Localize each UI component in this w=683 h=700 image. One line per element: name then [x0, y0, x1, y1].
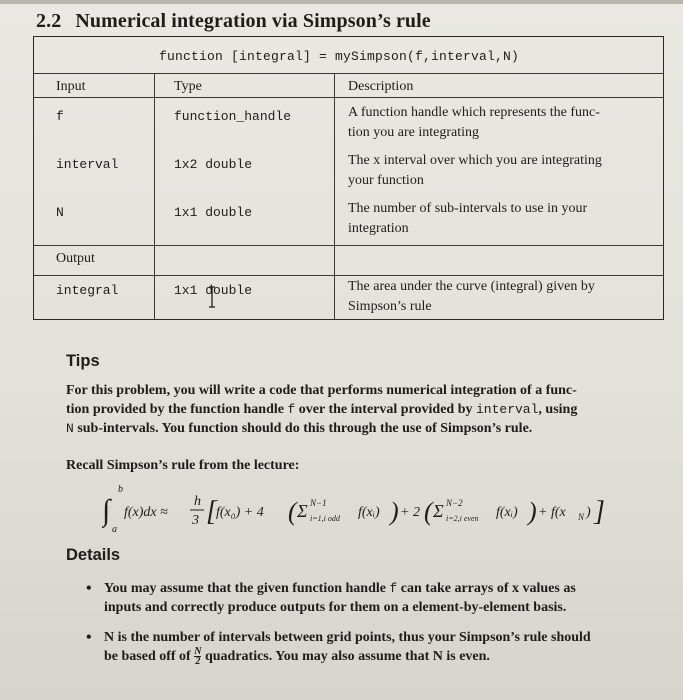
lower-limit: a: [112, 524, 117, 535]
bracket-open: [: [206, 496, 217, 527]
paragraph-line: For this problem, you will write a code that performs numerical integration of a func-: [66, 383, 577, 398]
description-line: Simpson’s rule: [348, 299, 432, 314]
section-title: Numerical integration via Simpson’s rule: [75, 10, 431, 32]
plus-two: + 2: [400, 505, 420, 520]
bullet-line: N is the number of intervals between grid points, thus your Simpson’s rule should: [104, 630, 591, 645]
header-output: Output: [56, 251, 95, 266]
table-column-divider: [154, 74, 155, 319]
bullet-line: [104, 647, 644, 666]
sum-lower: i=1,i odd: [310, 514, 340, 523]
fraction-numerator: N: [194, 646, 202, 658]
text-run: sub-intervals. You function should do this through the use of Simpson’s rule.: [73, 421, 533, 436]
tips-paragraph: [66, 381, 641, 438]
output-name: integral: [56, 283, 119, 298]
description-line: tion you are integrating: [348, 125, 480, 140]
page-edge-shadow: [0, 0, 683, 4]
bullet-line: [104, 579, 644, 598]
details-bullet: [86, 579, 644, 619]
table-rule: [34, 97, 663, 98]
bullet-line: inputs and correctly produce outputs for them on a element-by-element basis.: [104, 600, 567, 615]
text-run: can take arrays of x values as: [397, 581, 576, 596]
sum-upper: N−2: [446, 498, 463, 508]
bracket-close: ]: [594, 496, 605, 527]
function-spec-table: [33, 36, 664, 320]
sigma-symbol: Σ: [297, 501, 308, 521]
description-line: The area under the curve (integral) given by: [348, 279, 595, 294]
input-type: 1x2 double: [174, 157, 253, 172]
description-line: integration: [348, 221, 409, 236]
input-description: [348, 151, 648, 191]
header-type: Type: [174, 79, 202, 94]
term-zero: f(x₀) + 4: [216, 505, 264, 520]
text-run: , using: [538, 402, 578, 417]
text-cursor-icon: [208, 286, 216, 308]
output-type: 1x1 double: [174, 283, 253, 298]
input-name: interval: [56, 157, 119, 172]
code-run: f: [287, 402, 296, 417]
table-rule: [34, 275, 663, 276]
description-line: The x interval over which you are integrating: [348, 153, 602, 168]
last-term: + f(x: [538, 505, 566, 520]
sum-body: f(xᵢ): [496, 505, 518, 520]
input-description: [348, 199, 648, 239]
input-description: [348, 103, 648, 143]
input-type: function_handle: [174, 109, 292, 124]
sum-lower: i=2,i even: [446, 514, 479, 523]
section-heading: [36, 10, 431, 33]
details-heading: Details: [66, 546, 121, 564]
code-run: interval: [475, 402, 539, 417]
section-number: 2.2: [36, 10, 62, 32]
fraction-numerator: h: [194, 494, 201, 509]
recall-paragraph: Recall Simpson’s rule from the lecture:: [66, 458, 300, 473]
sigma-symbol: Σ: [433, 501, 444, 521]
sum-upper: N−1: [310, 498, 327, 508]
table-column-divider: [334, 74, 335, 319]
code-run: f: [389, 581, 398, 596]
output-description: [348, 277, 648, 317]
sum-body: f(xᵢ): [358, 505, 380, 520]
fraction-denominator: 2: [195, 656, 201, 668]
tips-heading: Tips: [66, 352, 100, 370]
paren-open: (: [288, 497, 297, 526]
header-input: Input: [56, 79, 86, 94]
paren-close: ): [528, 497, 537, 526]
description-line: A function handle which represents the func-: [348, 105, 600, 120]
details-bullet: [86, 628, 644, 672]
paren-open: (: [424, 497, 433, 526]
upper-limit: b: [118, 484, 123, 495]
table-rule: [34, 73, 663, 74]
table-rule: [34, 245, 663, 246]
integral-sign: ∫: [102, 494, 111, 527]
bullet-text: [104, 628, 644, 666]
input-name: f: [56, 109, 64, 124]
bullet-dot: •: [86, 629, 92, 646]
text-run: be based off of: [104, 649, 195, 664]
text-run: tion provided by the function handle: [66, 402, 288, 417]
text-run: over the interval provided by: [295, 402, 476, 417]
description-line: your function: [348, 173, 424, 188]
text-run: quadratics. You may also assume that N is even.: [201, 649, 490, 664]
input-type: 1x1 double: [174, 205, 253, 220]
paren-close: ): [390, 497, 399, 526]
last-term-subscript: N: [578, 512, 585, 522]
paragraph-line: [66, 400, 641, 419]
description-line: The number of sub-intervals to use in your: [348, 201, 588, 216]
text-run: You may assume that the given function handle: [104, 581, 390, 596]
last-term-close: ): [586, 505, 591, 520]
paragraph-line: [66, 419, 641, 438]
bullet-text: [104, 579, 644, 617]
simpson-formula: [102, 478, 642, 536]
bullet-dot: •: [86, 580, 92, 597]
fraction-denominator: 3: [192, 513, 199, 528]
function-signature: function [integral] = mySimpson(f,interval,N): [159, 49, 520, 64]
header-description: Description: [348, 79, 414, 94]
integrand: f(x)dx ≈: [124, 505, 168, 520]
input-name: N: [56, 205, 64, 220]
code-run: N: [66, 421, 74, 436]
